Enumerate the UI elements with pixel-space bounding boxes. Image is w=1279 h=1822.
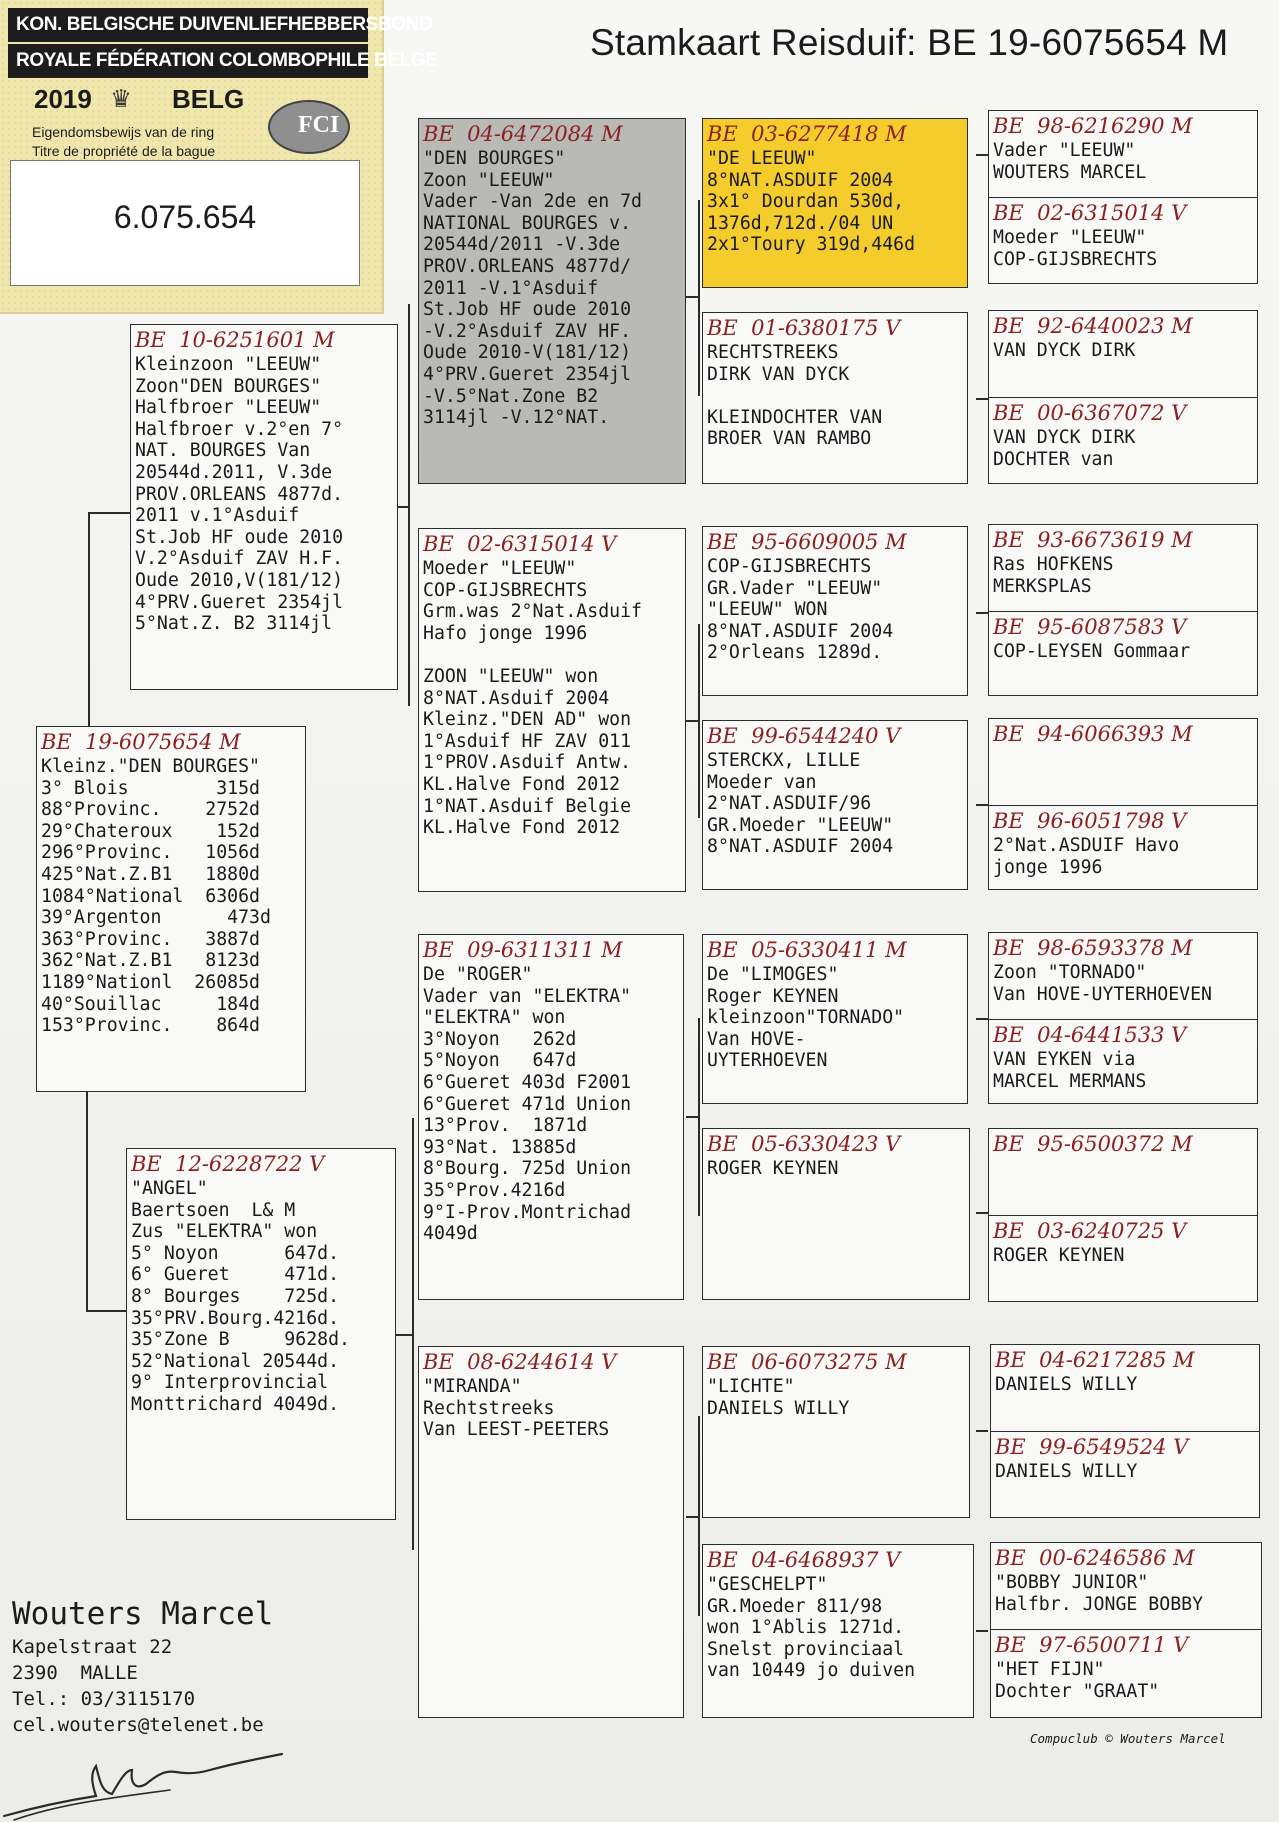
detail-line: 2011 -V.1°Asduif xyxy=(423,277,599,299)
gggp-ring: BE 02-6315014 V xyxy=(993,201,1187,225)
connector xyxy=(976,1430,988,1432)
connector xyxy=(976,398,988,400)
gggp-pair-1 xyxy=(988,110,1258,284)
detail-line: Zoon "LEEUW" xyxy=(423,169,555,191)
gggp-dam-8 xyxy=(991,1629,1261,1719)
detail-line: 39°Argenton 473d xyxy=(41,907,271,929)
ggp-card-8 xyxy=(702,1544,974,1718)
detail-line: Halfbr. JONGE BOBBY xyxy=(995,1593,1204,1615)
detail-line: 8°NAT.Asduif 2004 xyxy=(423,687,610,709)
detail-line: COP-LEYSEN Gommaar xyxy=(993,641,1191,662)
connector xyxy=(396,1334,414,1336)
cert-line-fr: Titre de propriété de la bague xyxy=(32,143,216,159)
detail-line: GR.Vader "LEEUW" xyxy=(707,577,883,599)
cert-number-box xyxy=(10,160,360,286)
detail-line: VAN DYCK DIRK xyxy=(993,340,1136,361)
gggp-ring: BE 93-6673619 M xyxy=(993,528,1193,552)
subject-pigeon-card xyxy=(36,726,306,1092)
ggp-ring-3: BE 95-6609005 M xyxy=(707,530,907,554)
detail-line: "ELEKTRA" won xyxy=(423,1007,566,1029)
gggp-details xyxy=(993,554,1253,597)
detail-line: Grm.was 2°Nat.Asduif xyxy=(423,601,642,623)
ggp-details-7 xyxy=(707,1376,965,1419)
detail-line: St.Job HF oude 2010 xyxy=(135,526,344,548)
detail-line: 5°Nat.Z. B2 3114jl xyxy=(135,613,333,635)
owner-city: 2390 MALLE xyxy=(12,1662,138,1684)
gggp-details xyxy=(995,1659,1257,1702)
detail-line: 1°PROV.Asduif Antw. xyxy=(423,752,632,774)
gggp-pair-8 xyxy=(990,1542,1262,1718)
detail-line: jonge 1996 xyxy=(993,856,1103,878)
owner-email: cel.wouters@telenet.be xyxy=(12,1714,264,1736)
detail-line: 5° Noyon 647d. xyxy=(131,1242,340,1264)
gggp-details xyxy=(993,227,1253,270)
ggp-card-7 xyxy=(702,1346,970,1518)
detail-line: 88°Provinc. 2752d xyxy=(41,799,260,821)
detail-line: "HET FIJN" xyxy=(995,1659,1105,1680)
connector xyxy=(88,512,90,726)
detail-line: BROER VAN RAMBO xyxy=(707,428,872,450)
ggp-ring-2: BE 01-6380175 V xyxy=(707,316,901,340)
gggp-ring: BE 98-6593378 M xyxy=(993,936,1193,960)
paternal-grandsire-details xyxy=(423,148,681,429)
detail-line: 20544d/2011 -V.3de xyxy=(423,234,621,256)
signature-image xyxy=(0,1740,290,1822)
subject-ring: BE 19-6075654 M xyxy=(41,730,241,754)
detail-line: KL.Halve Fond 2012 xyxy=(423,773,621,795)
owner-street: Kapelstraat 22 xyxy=(12,1636,173,1658)
ggp-details-4 xyxy=(707,750,963,858)
dam-ring: BE 12-6228722 V xyxy=(131,1152,325,1176)
gggp-ring: BE 95-6500372 M xyxy=(993,1132,1193,1156)
gggp-details xyxy=(993,835,1253,878)
detail-line: KLEINDOCHTER VAN xyxy=(707,406,883,428)
detail-line: St.Job HF oude 2010 xyxy=(423,299,632,321)
cert-line-nl: Eigendomsbewijs van de ring xyxy=(32,124,215,140)
footer-credit: Compuclub © Wouters Marcel xyxy=(1030,1731,1226,1746)
detail-line: Moeder "LEEUW" xyxy=(423,558,577,579)
gggp-pair-7 xyxy=(990,1344,1260,1518)
gggp-ring: BE 04-6441533 V xyxy=(993,1023,1187,1047)
detail-line: 9° Interprovincial xyxy=(131,1372,329,1394)
gggp-sire-6 xyxy=(989,1129,1257,1215)
gggp-ring: BE 96-6051798 V xyxy=(993,809,1187,833)
detail-line: 4049d xyxy=(423,1223,478,1245)
detail-line: DIRK VAN DYCK xyxy=(707,363,850,385)
detail-line: Dochter "GRAAT" xyxy=(995,1680,1160,1702)
detail-line: Moeder "LEEUW" xyxy=(993,227,1147,248)
detail-line: 2°NAT.ASDUIF/96 xyxy=(707,793,872,815)
gggp-ring: BE 99-6549524 V xyxy=(995,1435,1189,1459)
gggp-ring: BE 00-6246586 M xyxy=(995,1546,1195,1570)
gggp-pair-2 xyxy=(988,310,1258,484)
paternal-grandsire-card xyxy=(418,118,686,484)
detail-line: 153°Provinc. 864d xyxy=(41,1015,260,1037)
crown-icon: ♛ xyxy=(112,80,131,115)
detail-line: 5°Noyon 647d xyxy=(423,1050,577,1072)
ggp-ring-1: BE 03-6277418 M xyxy=(707,122,907,146)
gggp-sire-8 xyxy=(991,1543,1261,1629)
maternal-grandsire-ring: BE 09-6311311 M xyxy=(423,938,623,962)
detail-line: Kleinz."DEN AD" won xyxy=(423,709,632,731)
ggp-card-5 xyxy=(702,934,968,1104)
detail-line: 3°Noyon 262d xyxy=(423,1028,577,1050)
connector xyxy=(88,512,130,514)
detail-line: ROGER KEYNEN xyxy=(993,1245,1125,1266)
gggp-dam-4 xyxy=(989,805,1257,891)
gggp-ring: BE 97-6500711 V xyxy=(995,1633,1189,1657)
gggp-sire-4 xyxy=(989,719,1257,805)
detail-line: Ras HOFKENS xyxy=(993,554,1114,575)
ggp-card-2 xyxy=(702,312,968,484)
detail-line: Kleinzoon "LEEUW" xyxy=(135,354,322,375)
gggp-details xyxy=(993,427,1253,470)
gggp-details xyxy=(995,1572,1257,1615)
detail-line: Snelst provinciaal xyxy=(707,1638,905,1660)
gggp-details xyxy=(993,1245,1253,1267)
detail-line: De "LIMOGES" xyxy=(707,964,839,985)
gggp-pair-5 xyxy=(988,932,1258,1104)
gggp-sire-3 xyxy=(989,525,1257,611)
gggp-details xyxy=(995,1461,1255,1483)
detail-line: 6°Gueret 403d F2001 xyxy=(423,1071,632,1093)
detail-line: PROV.ORLEANS 4877d. xyxy=(135,483,344,505)
detail-line: 8° Bourges 725d. xyxy=(131,1285,340,1307)
cert-country: BELG xyxy=(172,84,245,114)
detail-line: KL.Halve Fond 2012 xyxy=(423,817,621,839)
detail-line: RECHTSTREEKS xyxy=(707,342,839,363)
detail-line: Roger KEYNEN xyxy=(707,985,839,1007)
detail-line: 35°Prov.4216d xyxy=(423,1179,566,1201)
detail-line: DANIELS WILLY xyxy=(995,1374,1138,1395)
detail-line: DOCHTER van xyxy=(993,448,1114,470)
detail-line: Rechtstreeks xyxy=(423,1397,555,1419)
detail-line: 8°Bourg. 725d Union xyxy=(423,1158,632,1180)
detail-line: 2x1°Toury 319d,446d xyxy=(707,234,916,256)
detail-line: Monttrichard 4049d. xyxy=(131,1393,340,1415)
gggp-dam-2 xyxy=(989,397,1257,485)
detail-line: Zus "ELEKTRA" won xyxy=(131,1221,318,1243)
ggp-card-4 xyxy=(702,720,968,890)
detail-line: "ANGEL" xyxy=(131,1178,208,1199)
detail-line: 93°Nat. 13885d xyxy=(423,1136,577,1158)
connector xyxy=(976,804,988,806)
detail-line: V.2°Asduif ZAV H.F. xyxy=(135,548,344,570)
connector xyxy=(86,1310,126,1312)
connector xyxy=(86,1092,88,1310)
maternal-granddam-card xyxy=(418,1346,684,1718)
detail-line: 35°PRV.Bourg.4216d. xyxy=(131,1307,340,1329)
gggp-ring: BE 00-6367072 V xyxy=(993,401,1187,425)
detail-line: 4°PRV.Gueret 2354jl xyxy=(135,591,344,613)
page-title: Stamkaart Reisduif: BE 19-6075654 M xyxy=(590,22,1229,63)
detail-line: won 1°Ablis 1271d. xyxy=(707,1617,905,1639)
detail-line: Van HOVE- xyxy=(707,1028,806,1050)
ggp-card-6 xyxy=(702,1128,970,1300)
detail-line: COP-GIJSBRECHTS xyxy=(423,579,588,601)
ggp-ring-7: BE 06-6073275 M xyxy=(707,1350,907,1374)
gggp-details xyxy=(993,641,1253,663)
gggp-details xyxy=(993,140,1253,183)
gggp-dam-1 xyxy=(989,197,1257,285)
detail-line: DANIELS WILLY xyxy=(995,1461,1138,1482)
connector xyxy=(976,1212,988,1214)
detail-line: 40°Souillac 184d xyxy=(41,993,260,1015)
detail-line: 1°NAT.Asduif Belgie xyxy=(423,795,632,817)
detail-line: 1°Asduif HF ZAV 011 xyxy=(423,730,632,752)
ggp-ring-8: BE 04-6468937 V xyxy=(707,1548,901,1572)
detail-line: MARCEL MERMANS xyxy=(993,1070,1147,1092)
gggp-sire-2 xyxy=(989,311,1257,397)
ggp-details-5 xyxy=(707,964,963,1072)
ggp-card-1 xyxy=(702,118,968,288)
detail-line: Hafo jonge 1996 xyxy=(423,622,588,644)
paternal-grandsire-ring: BE 04-6472084 M xyxy=(423,122,623,146)
fci-logo xyxy=(268,100,350,154)
ggp-card-3 xyxy=(702,526,968,696)
paternal-granddam-details xyxy=(423,558,681,839)
connector xyxy=(686,1516,700,1518)
gggp-details xyxy=(993,340,1253,362)
detail-line: kleinzoon"TORNADO" xyxy=(707,1007,905,1029)
detail-line: 3x1° Dourdan 530d, xyxy=(707,191,905,213)
maternal-granddam-ring: BE 08-6244614 V xyxy=(423,1350,617,1374)
detail-line: -V.5°Nat.Zone B2 xyxy=(423,385,599,407)
detail-line: Zoon "TORNADO" xyxy=(993,962,1147,983)
detail-line: Oude 2010-V(181/12) xyxy=(423,342,632,364)
connector xyxy=(398,506,410,508)
detail-line: 6° Gueret 471d. xyxy=(131,1264,340,1286)
gggp-ring: BE 98-6216290 M xyxy=(993,114,1193,138)
detail-line: COP-GIJSBRECHTS xyxy=(993,248,1158,270)
detail-line: 8°NAT.ASDUIF 2004 xyxy=(707,836,894,858)
connector xyxy=(976,154,988,156)
detail-line xyxy=(707,385,963,407)
detail-line: 1189°Nationl 26085d xyxy=(41,971,260,993)
detail-line: PROV.ORLEANS 4877d/ xyxy=(423,255,632,277)
detail-line: Halfbroer v.2°en 7° xyxy=(135,418,344,440)
detail-line: Vader "LEEUW" xyxy=(993,140,1136,161)
detail-line: Vader -Van 2de en 7d xyxy=(423,191,642,213)
maternal-grandsire-details xyxy=(423,964,679,1245)
gggp-ring: BE 94-6066393 M xyxy=(993,722,1193,746)
gggp-details xyxy=(995,1374,1255,1396)
ggp-details-1 xyxy=(707,148,963,256)
dam-card xyxy=(126,1148,396,1520)
gggp-sire-7 xyxy=(991,1345,1259,1431)
detail-line xyxy=(423,644,681,666)
detail-line: 6°Gueret 471d Union xyxy=(423,1093,632,1115)
gggp-dam-5 xyxy=(989,1019,1257,1105)
detail-line: ZOON "LEEUW" won xyxy=(423,665,599,687)
gggp-ring: BE 03-6240725 V xyxy=(993,1219,1187,1243)
cert-org-fr: ROYALE FÉDÉRATION COLOMBOPHILE BELGE xyxy=(8,44,368,78)
gggp-ring: BE 92-6440023 M xyxy=(993,314,1193,338)
detail-line: NAT. BOURGES Van xyxy=(135,440,311,462)
connector xyxy=(698,200,700,396)
detail-line: WOUTERS MARCEL xyxy=(993,161,1147,183)
detail-line: "BOBBY JUNIOR" xyxy=(995,1572,1149,1593)
detail-line: COP-GIJSBRECHTS xyxy=(707,556,872,577)
detail-line: -V.2°Asduif ZAV HF. xyxy=(423,320,632,342)
detail-line: Zoon"DEN BOURGES" xyxy=(135,375,322,397)
detail-line: 425°Nat.Z.B1 1880d xyxy=(41,863,260,885)
ggp-details-3 xyxy=(707,556,963,664)
detail-line: "DE LEEUW" xyxy=(707,148,817,169)
ggp-ring-6: BE 05-6330423 V xyxy=(707,1132,901,1156)
detail-line: "LICHTE" xyxy=(707,1376,795,1397)
gggp-ring: BE 95-6087583 V xyxy=(993,615,1187,639)
detail-line: 20544d.2011, V.3de xyxy=(135,461,333,483)
cert-year: 2019 xyxy=(34,84,92,114)
gggp-pair-3 xyxy=(988,524,1258,696)
sire-details xyxy=(135,354,393,635)
connector xyxy=(976,612,988,614)
detail-line: NATIONAL BOURGES v. xyxy=(423,212,632,234)
detail-line: 2°Nat.ASDUIF Havo xyxy=(993,835,1180,856)
detail-line: 8°NAT.ASDUIF 2004 xyxy=(707,169,894,191)
connector xyxy=(976,1018,988,1020)
ring-certificate xyxy=(0,0,438,314)
connector xyxy=(976,1630,988,1632)
detail-line: Baertsoen L& M xyxy=(131,1199,296,1221)
detail-line: VAN EYKEN via xyxy=(993,1049,1136,1070)
dam-details xyxy=(131,1178,391,1416)
cert-org-nl: KON. BELGISCHE DUIVENLIEFHEBBERSBOND xyxy=(8,8,368,42)
detail-line: Oude 2010,V(181/12) xyxy=(135,569,344,591)
detail-line: Kleinz."DEN BOURGES" xyxy=(41,756,260,777)
detail-line: 2011 v.1°Asduif xyxy=(135,505,300,527)
detail-line: 363°Provinc. 3887d xyxy=(41,928,260,950)
maternal-grandsire-card xyxy=(418,934,684,1300)
paternal-granddam-ring: BE 02-6315014 V xyxy=(423,532,617,556)
gggp-dam-7 xyxy=(991,1431,1259,1519)
detail-line: 2°Orleans 1289d. xyxy=(707,642,883,664)
detail-line: "MIRANDA" xyxy=(423,1376,522,1397)
detail-line: 4°PRV.Gueret 2354jl xyxy=(423,363,632,385)
connector xyxy=(686,296,700,298)
cert-ring-number: 6.075.654 xyxy=(113,199,257,235)
ggp-details-2 xyxy=(707,342,963,450)
gggp-ring: BE 04-6217285 M xyxy=(995,1348,1195,1372)
ggp-details-6 xyxy=(707,1158,965,1180)
gggp-sire-5 xyxy=(989,933,1257,1019)
connector xyxy=(686,720,700,722)
detail-line: 13°Prov. 1871d xyxy=(423,1115,588,1137)
detail-line: 1084°National 6306d xyxy=(41,885,260,907)
detail-line: Van LEEST-PEETERS xyxy=(423,1419,610,1441)
sire-card xyxy=(130,324,398,690)
ggp-ring-4: BE 99-6544240 V xyxy=(707,724,901,748)
gggp-pair-4 xyxy=(988,718,1258,890)
detail-line: van 10449 jo duiven xyxy=(707,1660,916,1682)
detail-line: 3° Blois 315d xyxy=(41,777,260,799)
connector xyxy=(686,1116,700,1118)
gggp-sire-1 xyxy=(989,111,1257,197)
gggp-dam-3 xyxy=(989,611,1257,697)
detail-line: Vader van "ELEKTRA" xyxy=(423,985,632,1007)
owner-name: Wouters Marcel xyxy=(12,1596,274,1632)
ggp-ring-5: BE 05-6330411 M xyxy=(707,938,907,962)
detail-line: 29°Chateroux 152d xyxy=(41,820,260,842)
subject-details xyxy=(41,756,301,1037)
connector xyxy=(408,304,410,706)
detail-line: De "ROGER" xyxy=(423,964,533,985)
gggp-details xyxy=(993,962,1253,1005)
detail-line: ROGER KEYNEN xyxy=(707,1158,839,1179)
detail-line: 362°Nat.Z.B1 8123d xyxy=(41,950,260,972)
fci-logo-text: FCI xyxy=(298,112,340,138)
owner-phone: Tel.: 03/3115170 xyxy=(12,1688,196,1710)
detail-line: Halfbroer "LEEUW" xyxy=(135,397,322,419)
detail-line: GR.Moeder 811/98 xyxy=(707,1595,883,1617)
detail-line: UYTERHOEVEN xyxy=(707,1050,828,1072)
detail-line: MERKSPLAS xyxy=(993,575,1092,597)
detail-line: Moeder van xyxy=(707,771,817,793)
sire-ring: BE 10-6251601 M xyxy=(135,328,335,352)
gggp-details xyxy=(993,1049,1253,1092)
detail-line: "LEEUW" WON xyxy=(707,599,828,621)
detail-line: 296°Provinc. 1056d xyxy=(41,842,260,864)
detail-line: "DEN BOURGES" xyxy=(423,148,566,169)
detail-line: "GESCHELPT" xyxy=(707,1574,828,1595)
detail-line: Van HOVE-UYTERHOEVEN xyxy=(993,983,1212,1005)
ggp-details-8 xyxy=(707,1574,969,1682)
detail-line: 52°National 20544d. xyxy=(131,1350,340,1372)
detail-line: 8°NAT.ASDUIF 2004 xyxy=(707,620,894,642)
paternal-granddam-card xyxy=(418,528,686,892)
detail-line: 1376d,712d./04 UN xyxy=(707,212,894,234)
detail-line: DANIELS WILLY xyxy=(707,1397,850,1419)
detail-line: 9°I-Prov.Montrichad xyxy=(423,1201,632,1223)
detail-line: 3114jl -V.12°NAT. xyxy=(423,407,610,429)
detail-line: VAN DYCK DIRK xyxy=(993,427,1136,448)
detail-line: 35°Zone B 9628d. xyxy=(131,1329,350,1351)
detail-line: STERCKX, LILLE xyxy=(707,750,861,771)
gggp-pair-6 xyxy=(988,1128,1258,1302)
gggp-dam-6 xyxy=(989,1215,1257,1303)
maternal-granddam-details xyxy=(423,1376,679,1441)
detail-line: GR.Moeder "LEEUW" xyxy=(707,814,894,836)
